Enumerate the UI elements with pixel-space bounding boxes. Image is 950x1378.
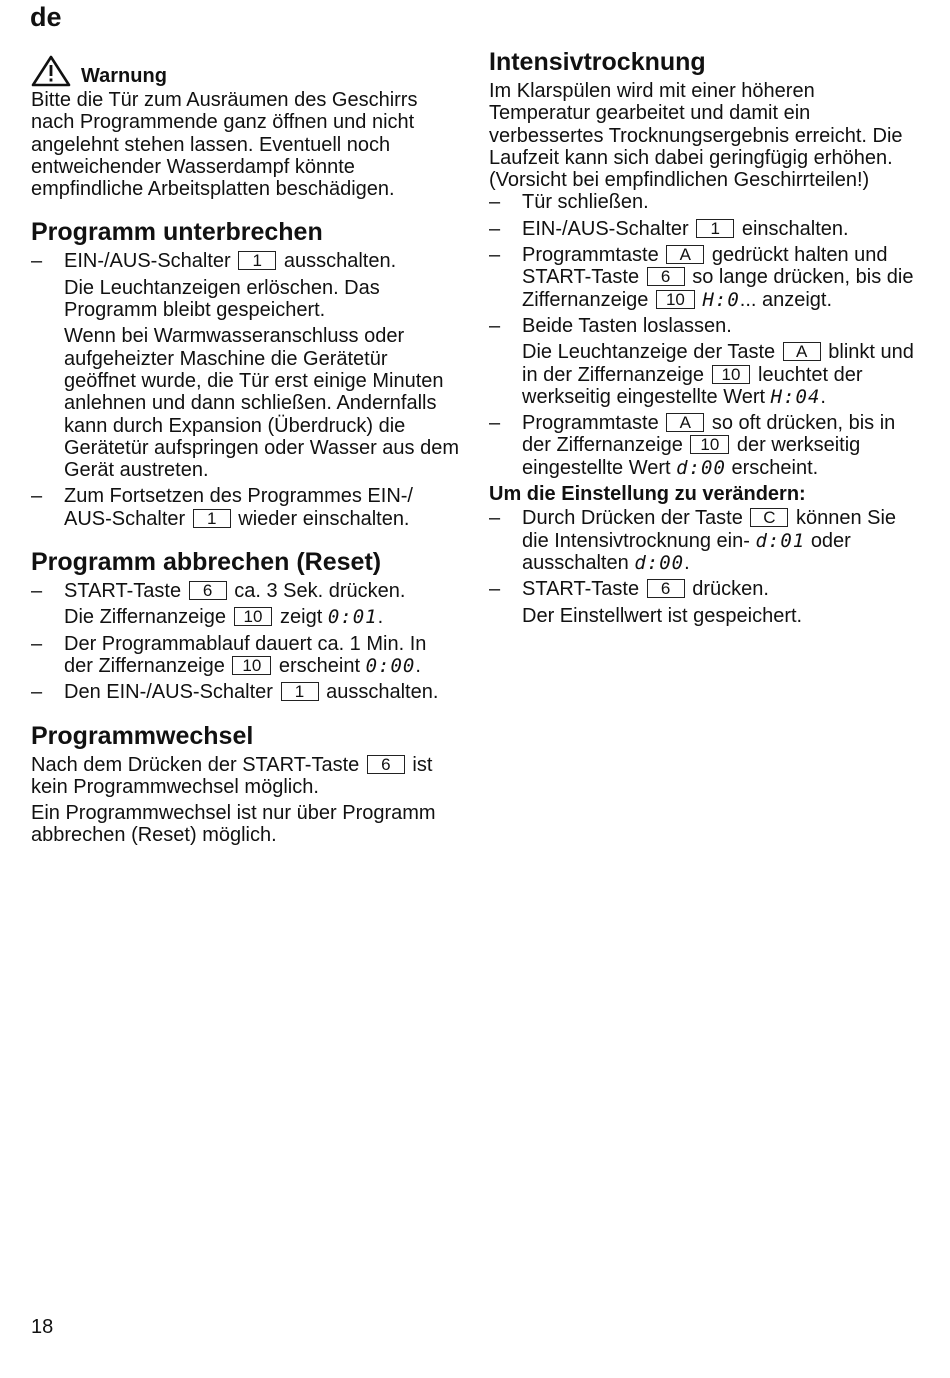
list-note: Die Ziffernanzeige 10 zeigt 0:01. [64,606,384,629]
list-note: Die Leuchtanzeige der Taste A blinkt und in der Ziffernanzeige 10 leuchtet der werkseitig eingestellte Wert H:04. [522,341,914,408]
list-item: – Zum Fortsetzen des Programmes EIN-/ AUS-Schalter 1 wieder einschalten. [31,485,459,530]
list-item: – Der Programmablauf dauert ca. 1 Min. In der Ziffernanzeige 10 erscheint 0:00. [31,633,459,678]
key-label: 10 [690,435,729,454]
display-readout: d:01 [755,529,806,552]
list-item: – Den EIN-/AUS-Schalter 1 ausschalten. [31,681,459,703]
key-label: C [750,508,788,527]
key-label: A [666,245,704,264]
key-label: 10 [656,290,695,309]
list-item: – Tür schließen. [489,191,914,213]
list-note: Die Leuchtanzeigen erlöschen. Das Programm bleibt gespeichert. [64,276,380,322]
key-label: 6 [647,267,685,286]
warning-text: Bitte die Tür zum Ausräumen des Geschirrs nach Programmende ganz öffnen und nicht angelehnt stehen lassen. Eventuell noch entweichender Wasserdampf könnte empfindliche Arbeitsplatten beschädigen. [31,89,418,201]
paragraph: Ein Programmwechsel ist nur über Programm abbrechen (Reset) möglich. [31,802,436,847]
list-item: – START-Taste 6 ca. 3 Sek. drücken. [31,580,459,602]
display-readout: d:00 [676,456,726,479]
list-item: – Durch Drücken der Taste C können Sie die Intensivtrocknung ein- d:01 oder ausschalten d:00. [489,507,914,574]
key-label: 10 [234,607,273,626]
warning-header [31,55,459,87]
display-readout: 0:01 [327,606,378,629]
section-title-interrupt: Programm unterbrechen [31,218,323,247]
language-code: de [30,2,62,32]
key-label: 10 [232,656,271,675]
key-label: 1 [281,682,319,701]
right-column [489,48,914,627]
list-item: – EIN-/AUS-Schalter 1 ausschalten. [31,250,459,272]
key-label: 6 [367,755,405,774]
list-note: Wenn bei Warmwasseranschluss oder aufgeheizter Maschine die Gerätetür geöffnet wurde, die Tür erst einige Minuten anlehnen und dann schließen. Andernfalls kann durch Expansion (Überdruck) die Gerätetür aufspringen oder Wasser aus dem Gerät austreten. [64,325,460,482]
list-note: Der Einstellwert ist gespeichert. [522,604,803,627]
key-label: 1 [193,509,231,528]
warning-label: Warnung [81,65,167,87]
key-label: 10 [712,365,751,384]
key-label: 1 [696,219,734,238]
list-item: – START-Taste 6 drücken. [489,578,914,600]
display-readout: H:0 [702,288,740,311]
display-readout: H:04 [770,385,821,408]
key-label: 6 [647,579,685,598]
display-readout: d:00 [634,551,685,574]
paragraph: Nach dem Drücken der START-Taste 6 ist kein Programmwechsel möglich. [31,753,433,798]
warning-triangle-icon [31,55,71,87]
subheading: Um die Einstellung zu verändern: [489,483,806,506]
page-number: 18 [31,1316,54,1338]
list-item: – EIN-/AUS-Schalter 1 einschalten. [489,218,914,240]
key-label: A [666,413,704,432]
list-item: – Programmtaste A so oft drücken, bis in der Ziffernanzeige 10 der werkseitig eingestellte Wert d:00 erscheint. [489,412,914,479]
section-title-reset: Programm abbrechen (Reset) [31,548,382,577]
intro-paragraph: Im Klarspülen wird mit einer höheren Temperatur gearbeitet und damit ein verbessertes Trocknungsergebnis erreicht. Die Laufzeit kann sich dabei geringfügig erhöhen. (Vorsicht bei empfindlichen Geschirrteilen!) [489,80,903,192]
left-column [31,48,459,847]
key-label: 6 [189,581,227,600]
list-item: – Beide Tasten loslassen. [489,315,914,337]
display-readout: 0:00 [365,654,416,677]
list-item: – Programmtaste A gedrückt halten und START-Taste 6 so lange drücken, bis die Ziffernanzeige 10 H:0... anzeigt. [489,244,914,311]
key-label: 1 [238,251,276,270]
key-label: A [783,342,821,361]
section-title-intensive: Intensivtrocknung [489,48,706,76]
section-title-change: Programmwechsel [31,721,254,750]
